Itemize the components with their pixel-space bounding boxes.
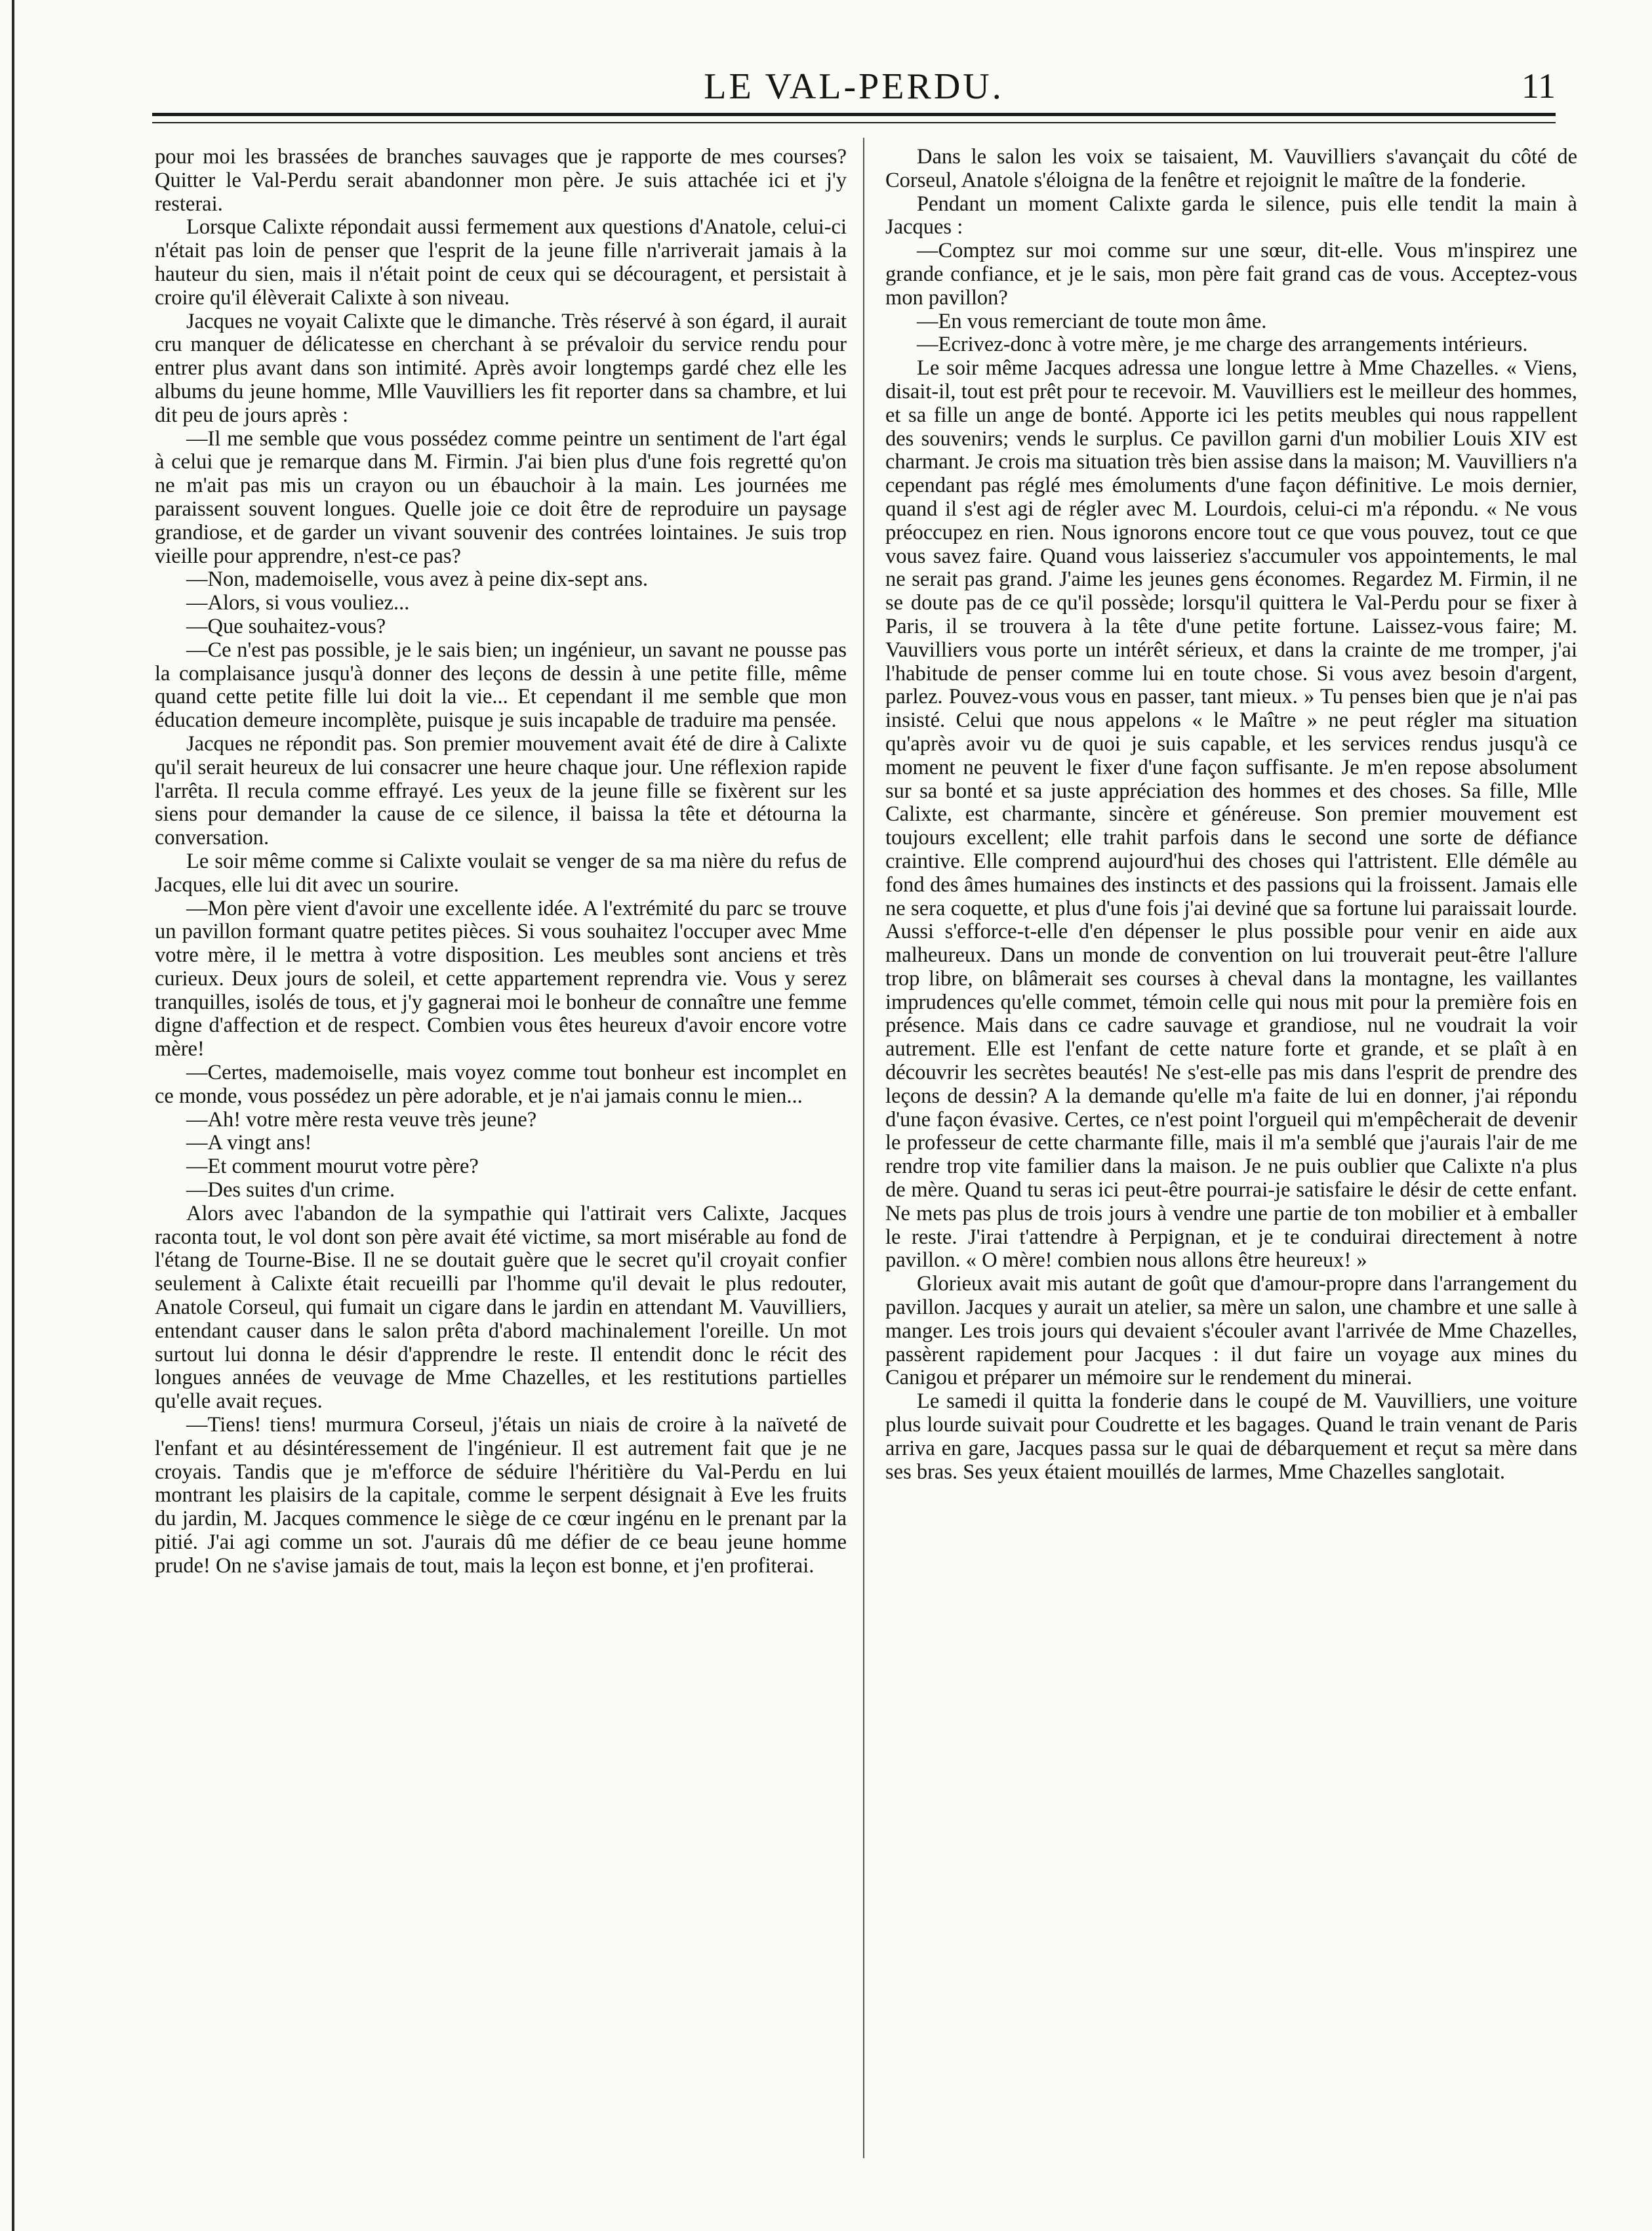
dialogue-line: —Que souhaitez-vous?	[186, 614, 386, 638]
dialogue-line: —Comptez sur moi comme sur une sœur, dit-elle. Vous m'inspirez une grande confiance, et je le sais, mon père fait grand cas de vous. Acceptez-vous mon pavillon?	[885, 239, 1577, 310]
paragraph: Lorsque Calixte répondait aussi fermement aux questions d'Anatole, celui-ci n'était pas loin de penser que l'esprit de la jeune fille n'arriverait jamais à la hauteur du sien, mais il n'était point de ceux qui se découragent, et persistait à croire qu'il élèverait Calixte à son niveau.	[155, 215, 847, 310]
page-header	[152, 66, 1556, 118]
dialogue-line: —Ah! votre mère resta veuve très jeune?	[186, 1107, 537, 1132]
right-column	[885, 146, 1577, 1484]
dialogue-line: —Et comment mourut votre père?	[186, 1155, 479, 1179]
dialogue-line: —Ecrivez-donc à votre mère, je me charge des arrangements intérieurs.	[917, 333, 1528, 357]
dialogue-line: —Ce n'est pas possible, je le sais bien; un ingénieur, un savant ne pousse pas la complaisance jusqu'à donner des leçons de dessin à une petite fille, même quand cette petite fille lui doit la vie... Et cependant il me semble que mon éducation demeure incomplète, puisque je suis incapable de traduire ma pensée.	[155, 638, 847, 733]
left-column	[155, 146, 847, 1578]
dialogue-line: —Certes, mademoiselle, mais voyez comme tout bonheur est incomplet en ce monde, vous possédez un père adorable, et je n'ai jamais connu le mien...	[155, 1061, 847, 1108]
dialogue-line: —Non, mademoiselle, vous avez à peine dix-sept ans.	[186, 567, 648, 592]
dialogue-line: —Mon père vient d'avoir une excellente idée. A l'extrémité du parc se trouve un pavillon formant quatre petites pièces. Si vous souhaitez l'occuper avec Mme votre mère, il le mettra à votre disposition. Les meubles sont anciens et très curieux. Deux jours de soleil, et cette appartement reprendra vie. Vous y serez tranquilles, isolés de tous, et j'y gagnerai moi le bonheur de connaître une femme digne d'affection et de respect. Combien vous êtes heureux d'avoir encore votre mère!	[155, 896, 847, 1061]
header-rule	[152, 113, 1556, 116]
dialogue-line: —A vingt ans!	[186, 1131, 312, 1155]
paragraph: Dans le salon les voix se taisaient, M. Vauvilliers s'avançait du côté de Corseul, Anatole s'éloigna de la fenêtre et rejoignit le maître de la fonderie.	[885, 145, 1577, 192]
paragraph: Jacques ne voyait Calixte que le dimanche. Très réservé à son égard, il aurait cru manquer de délicatesse en cherchant à se prévaloir du service rendu pour entrer plus avant dans son intimité. Après avoir longtemps gardé chez elle les albums du jeune homme, Mlle Vauvilliers les fit reporter dans sa chambre, et lui dit peu de jours après :	[155, 309, 847, 427]
paragraph: Le soir même Jacques adressa une longue lettre à Mme Chazelles. « Viens, disait-il, tout est prêt pour te recevoir. M. Vauvilliers est le meilleur des hommes, et sa fille un ange de bonté. Apporte ici les petits meubles qui nous rappellent des souvenirs; vends le surplus. Ce pavillon garni d'un mobilier Louis XIV est charmant. Je crois ma situation très bien assise dans la maison; M. Vauvilliers n'a cependant pas réglé mes émoluments d'une façon définitive. Le mois dernier, quand il s'est agi de régler avec M. Lourdois, celui-ci m'a répondu. « Ne vous préoccupez en rien. Nous ignorons encore tout ce que vous pouvez, tout ce que vous savez faire. Quand vous laisseriez s'accumuler vos appointements, le mal ne serait pas grand. J'aime les jeunes gens économes. Regardez M. Firmin, il ne se doute pas de ce qu'il possède; lorsqu'il quittera le Val-Perdu pour se fixer à Paris, il se trouvera à la tête d'une petite fortune. Laissez-vous faire; M. Vauvilliers vous porte un intérêt sérieux, et dans la crainte de me tromper, j'ai l'habitude de penser comme lui en toute chose. Si vous avez besoin d'argent, parlez. Pouvez-vous vous en passer, tant mieux. » Tu penses bien que je n'ai pas insisté. Celui que nous appelons « le Maître » ne peut régler ma situation qu'après avoir vu de quoi je suis capable, et les services rendus jusqu'à ce moment ne peuvent le fixer d'une façon suffisante. Je m'en repose absolument sur sa bonté et sa juste appréciation des hommes et des choses. Sa fille, Mlle Calixte, est charmante, sincère et généreuse. Son premier mouvement est toujours excellent; elle trahit parfois dans le second une sorte de défiance craintive. Elle comprend aujourd'hui des choses qui l'attristent. Elle démêle au fond des âmes humaines des instincts et des passions qui la froissent. Jamais elle ne sera coquette, et plus d'une fois j'ai deviné que sa fortune lui paraissait lourde. Aussi s'efforce-t-elle d'en dépenser le plus possible pour venir en aide aux malheureux. Dans un monde de convention on lui trouverait peut-être l'allure trop libre, on blâmerait ses courses à cheval dans la montagne, les vaillantes imprudences qu'elle commet, témoin celle qui nous mit pour la première fois en présence. Mais dans ce cadre sauvage et grandiose, nul ne voudrait la voir autrement. Elle est l'enfant de cette nature forte et grande, et se plaît à en découvrir les secrètes beautés! Ne s'est-elle pas mis dans l'esprit de prendre des leçons de dessin? A la demande qu'elle m'a faite de lui en donner, j'ai répondu d'une façon évasive. Certes, ce n'est point l'orgueil qui m'empêcherait de devenir le professeur de cette charmante fille, mais il m'a semblé que j'aurais l'air de me rendre trop vite familier dans la maison. Je ne puis oublier que Calixte n'a plus de mère. Quand tu seras ici peut-être pourrai-je satisfaire le désir de cette enfant. Ne mets pas plus de trois jours à vendre une partie de ton mobilier et à emballer le reste. J'irai t'attendre à Perpignan, et je te conduirai directement à notre pavillon. « O mère! combien nous allons être heureux! »	[885, 356, 1577, 1273]
paragraph: pour moi les brassées de branches sauvages que je rapporte de mes courses? Quitter le Val-Perdu serait abandonner mon père. Je suis attachée ici et j'y resterai.	[155, 145, 847, 216]
paragraph: Le soir même comme si Calixte voulait se venger de sa ma nière du refus de Jacques, elle lui dit avec un sourire.	[155, 849, 847, 897]
dialogue-line: —Alors, si vous vouliez...	[186, 591, 410, 615]
paragraph: Jacques ne répondit pas. Son premier mouvement avait été de dire à Calixte qu'il serait heureux de lui consacrer une heure chaque jour. Une réflexion rapide l'arrêta. Il recula comme effrayé. Les yeux de la jeune fille se fixèrent sur les siens pour demander la cause de ce silence, il baissa la tête et détourna la conversation.	[155, 731, 847, 850]
page-number: 11	[1521, 66, 1556, 106]
dialogue-line: —Tiens! tiens! murmura Corseul, j'étais un niais de croire à la naïveté de l'enfant et au désintéressement de l'ingénieur. Il est autrement fait que je ne croyais. Tandis que je m'efforce de séduire l'héritière du Val-Perdu en lui montrant les plaisirs de la capitale, comme le serpent désignait à Eve les fruits du jardin, M. Jacques commence le siège de ce cœur ingénu en le prenant par la pitié. J'ai agi comme un sot. J'aurais dû me défier de ce beau jeune homme prude! On ne s'avise jamais de tout, mais la leçon est bonne, et j'en profiterai.	[155, 1413, 847, 1578]
dialogue-line: —Des suites d'un crime.	[186, 1178, 395, 1202]
paragraph: Glorieux avait mis autant de goût que d'amour-propre dans l'arrangement du pavillon. Jacques y aurait un atelier, sa mère un salon, une chambre et une salle à manger. Les trois jours qui devaient s'écouler avant l'arrivée de Mme Chazelles, passèrent rapidement pour Jacques : il dut faire un voyage aux mines du Canigou et préparer un mémoire sur le rendement du minerai.	[885, 1272, 1577, 1390]
dialogue-line: —Il me semble que vous possédez comme peintre un sentiment de l'art égal à celui que je remarque dans M. Firmin. J'ai bien plus d'une fois regretté qu'on ne m'ait pas mis un crayon ou un ébauchoir à la main. Les journées me paraissent souvent longues. Quelle joie ce doit être de reproduire un paysage grandiose, et de garder un vivant souvenir des contrées lointaines. Je suis trop vieille pour apprendre, n'est-ce pas?	[155, 426, 847, 568]
paragraph: Pendant un moment Calixte garda le silence, puis elle tendit la main à Jacques :	[885, 192, 1577, 239]
dialogue-line: —En vous remerciant de toute mon âme.	[917, 309, 1267, 333]
running-title: LE VAL-PERDU.	[704, 66, 1004, 107]
header-rule-thin	[152, 122, 1556, 123]
paragraph: Alors avec l'abandon de la sympathie qui l'attirait vers Calixte, Jacques raconta tout, le vol dont son père avait été victime, sa mort misérable au fond de l'étang de Tourne-Bise. Il ne se doutait guère que le secret qu'il croyait confier seulement à Calixte était recueilli par l'homme qu'il devait le plus redouter, Anatole Corseul, qui fumait un cigare dans le jardin en attendant M. Vauvilliers, entendant causer dans le salon prêta d'abord machinalement l'oreille. Un mot surtout lui donna le désir d'apprendre le reste. Il entendit donc le récit des longues années de veuvage de Mme Chazelles, et les restitutions partielles qu'elle avait reçues.	[155, 1201, 847, 1414]
binding-edge-rule	[12, 0, 14, 2231]
paragraph: Le samedi il quitta la fonderie dans le coupé de M. Vauvilliers, une voiture plus lourde suivait pour Coudrette et les bagages. Quand le train venant de Paris arriva en gare, Jacques passa sur le quai de débarquement et reçut sa mère dans ses bras. Ses yeux étaient mouillés de larmes, Mme Chazelles sanglotait.	[885, 1389, 1577, 1484]
column-divider	[863, 138, 864, 2158]
